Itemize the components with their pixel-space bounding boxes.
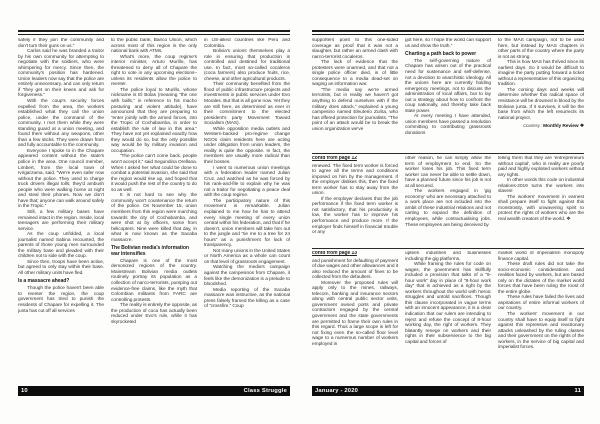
paragraph: Carlos said he was branded a traitor by his own community for attempting to negotiate with the soldiers, who were whimpering for mercy. Since then, the community's position has hardened. Union leaders now say that the police are entirely unnecessary, and can only return if “they get on their knees and ask for forgiveness.”	[18, 49, 104, 99]
paragraph: Media reporting of the Sacaba massacre was instructive, as the national press falsely framed the killing as a case of “crossfire.” Coup	[204, 287, 290, 310]
paragraph: got here, so I hope the world can support us and show the truth.”	[405, 38, 491, 49]
paragraph: in US-allied countries like Peru and Colombia.	[204, 38, 290, 49]
section-heading: contd from page 12	[312, 156, 357, 161]
page-right	[312, 30, 584, 394]
paragraph: renewed. The fixed term worker is forced to agree all the terms and conditions imposed on him by the management. If the employer dislikes this, then the fixed term worker has to stay away from the union.	[312, 163, 398, 197]
paragraph: Still, a few military bases have remained intact in the region. Inside, local teenagers are performing their military service.	[18, 209, 104, 232]
paragraph: While opposition media outlets and Western-backed pro-regime change NGOs claim residents here are acting under obligation from union leaders, the reality is quite the opposite. In fact, the members are usually more radical than their bosses.	[204, 126, 290, 166]
section-heading: The Bolivian media's information war intensifies	[111, 244, 189, 257]
paragraph: If the employer declares that the job performance if the fixed term worker is not satisfactory, that his productivity is low, the worker has to improve his performance and produce more. If the employer finds himself in financial trouble or any	[312, 196, 398, 236]
paragraph: In other words this code on industrial relations-2019 turns the workers into slaves!	[498, 178, 584, 195]
paragraph: “The media say we're armed terrorists, but in reality we haven't got anything to defend ourselves with if the military does attack,” explained a young campesino named Eleuterio Zurita, who has offered protection for journalists. “The point of an attack would be to break the union organization we've	[312, 87, 398, 132]
right-sec1-column-2	[405, 38, 491, 150]
paragraph: While framing the rules for code on wages, the government has skillfully included a provision that talks of a “9-hour work” day in place of “8-hour work day” that is achieved as a right by the workers throughout the world with heroic struggles and untold sacrifices. Though this clause incorporated in vague terms with an innocent appearance, it is a clear indication that our rulers are intending to reject and refuse the concept of 8-hour working day, the right of workers. They blatantly renege on workers and their rights in their subservience to the big capital and forces of	[405, 262, 491, 345]
paragraph: Not many unions in the United States or North America as a whole can count on that level of grassroots engagement.	[204, 248, 290, 265]
page-number: 11	[574, 387, 581, 394]
section-heading: Is a massacre ahead?	[18, 278, 70, 285]
right-sec2-column-2	[405, 156, 491, 245]
paragraph: The self-governing nature of Chapare has arisen out of the practical need for sustenance and self-defense, not a devotion to anarchistic ideology. All the unions here are currently holding emergency meetings, not to discuss the administration of local affairs, but to lay out a strategy about how to confront the coup nationally, and thereby take back state power.	[405, 58, 491, 114]
paragraph: other reason, he can simply allow the term of employment to end. So the worker loses his job. This fixed term worker can never be able to settle down, have a planned future since his job is not at all secured.	[405, 156, 491, 189]
page-top-rule	[312, 30, 584, 35]
paragraph: The workers engaged in ‘gig economy' who are necessary attached to a work place are not included into the ambit of these industrial relations and not carting to expand the definition of employees, while contractualising jobs. These employees are being deceived by	[405, 189, 491, 228]
paragraph: What's more, the coup regime's interior minister, Arturo Murillo, has threatened to deny all of Chapare the right to vote in any upcoming elections–unless its residents allow the police to reenter.	[111, 54, 197, 88]
paragraph: The workers' movement in earnest shall prepare itself to fight against this monstrosity, with unwavering spirit to protect the rights of workers who are the real wealth creators of the world. ❖	[498, 194, 584, 223]
paragraph: Moreover the proposed rules will apply only to the mines, railways, telecom, banking and insurance sectors along with central public sector units, government owned ports and private contractors engaged by the central government and the state governments are permitted to frame their own rules in this regard. Thus a large scope is left for not fixing even the so-called floor level wage to a numerous number of workers employed in	[312, 280, 398, 347]
paragraph: I went to numerous union meetings with a federation leader named Julian Cruz, and watched as he was forced by his rank-and-file to explain why he was not a traitor for negotiating a peace deal with the coup regime.	[204, 165, 290, 199]
right-sec3-column-1	[312, 251, 398, 379]
left-column-3	[204, 38, 290, 377]
paragraph: “The police can't come back, people won't accept it,” said Segundina Orellana. When I asked her what could be done to combat a potential invasion, she said that the region would rise up, and hoped that it would push the rest of the country to do so as well.	[111, 154, 197, 193]
section-heading: Charting a path back to power	[405, 50, 477, 57]
paragraph: With the coup's security forces expelled from the area, the workers established what they call the union police, under the command of the community. I met them while they were standing guard at a union meeting, and found them without any weapons, other than a few sticks. They were drawn from and fully accountable to the community.	[18, 99, 104, 149]
right-sec1-column-3	[498, 38, 584, 150]
courtesy-source: Monthly Review ❖	[543, 124, 584, 130]
right-sec2-column-3	[498, 156, 584, 245]
page-top-rule	[18, 30, 290, 35]
paragraph: upteen industries and businesses including the gig platforms.	[405, 251, 491, 262]
journal-title: Class Struggle	[243, 387, 287, 394]
courtesy-label: Courtesy :	[523, 123, 544, 129]
paragraph: These draft rules did not take the socio-economic considerations and realities faced by workers, but are based only on the dictates of the market world forces that have been ruling the roost of the entire globe.	[498, 262, 584, 295]
paragraph: Everyone I spoke to in the Chapare appeared content without the state's police in the area. One council member, Limbert, from the local town of Ivirgarzama, said, “We're even safer now without the police. They used to charge truck drivers illegal tolls; they'd ambush people who were walking home at night and steal their phones. Now we don't have that; anyone can walk around safely in the Tropic.”	[18, 148, 104, 210]
right-page-footer	[312, 386, 584, 396]
paragraph: telling them that they are ‘entrepreneurs without capital', who in reality are poorly paid and highly exploited workers without any rights.	[498, 156, 584, 178]
paragraph: Watching the media's campaign against the campesinos from Chapare, it feels like the demonization is a prelude to bloodshed.	[204, 265, 290, 288]
bolivia-article-end-columns	[312, 38, 584, 150]
paragraph: Chapare is one of the most demonized regions of the country. Mainstream Bolivian media outlets routinely portray its population as a collection of narco-terrorists, pumping out evidence-free claims, like the myth that Colombian militants from FARC are controlling protests.	[111, 258, 197, 303]
paragraph: Their community benefited from the flood of public infrastructure projects and investments in public services under Evo Morales. But that is all gone now. Yet they are still here, as determined as ever in their commitment to the elected president's party Movement Toward Socialism (MAS).	[204, 82, 290, 127]
right-sec1-column-1	[312, 38, 398, 150]
paragraph: It is not hard to see why the community won't countenance the return of the police. On November 15, union members from this region were marching towards the city of Cochabamba, and were shot at by officers, some from helicopters. Nine were killed that day, in what is now known as the Sacaba massacre.	[111, 193, 197, 243]
right-sec3-column-2	[405, 251, 491, 379]
left-page-footer	[18, 386, 290, 396]
section-divider	[312, 153, 584, 154]
paragraph: The participatory nature of this movement is remarkable. Julian explained to me how he has to attend every single meeting of every union central within his federation, and that if he doesn't, union members will take him out to the jungle and “tie me to a tree for 24 hours” as a punishment for lack of transparency.	[204, 198, 290, 249]
contd-page-12-columns	[312, 156, 584, 245]
paragraph: to the MAS campaign, not to be used here, but instead by MAS chapters in other parts of the country where the party is not as strong.	[498, 38, 584, 60]
contd-page-13-columns	[312, 251, 584, 379]
paragraph: These rules have failed the lives and aspirations of entire informal workers of our country.	[498, 295, 584, 312]
left-column-1	[18, 38, 104, 377]
paragraph: and punishment for defaulting of payment of due wages and other allowances and it also reduced the amount of fines to be collected from the defaulters.	[312, 258, 398, 281]
paragraph: The lack of evidence that the protesters were unarmed, and that not a single police officer died, is of little consequence to a media dead-set on waging an information war.	[312, 60, 398, 88]
paragraph: The reality is entirely the opposite, as the production of coca has actually been reduced under Evo's rule, while it has skyrocketed	[111, 303, 197, 325]
paragraph: As the coup unfolded, a local journalist named Sabina recounted, the parents of those young men surrounded the military base and pleaded with their children not to side with the coup.	[18, 232, 104, 260]
paragraph: market world of imperialism monopoly finance capital.	[498, 251, 584, 262]
paragraph: The workers' movement in our country shall have to equip itself to fight against this repressive and reactionary attacks unleashed by the ruling classes and their government on the rights of the workers, in the service of big capital and imperialist forces.	[498, 312, 584, 351]
section-heading: contd from page 13	[312, 251, 357, 256]
paragraph: The police loyal to Murillo, whose nickname is El Bolas (meaning “the one with balls,” in reference to his macho posturing and violent attitude), have announced that they are preparing to “enter jointly with the armed forces, into the Tropic of Cochabamba, in order to establish the rule of law in this area.” They have not yet explained exactly how they would do so, but the only possible way would be by military invasion and occupation.	[111, 87, 197, 154]
paragraph: Though the police haven't been able to reenter the region, the coup government has tried to punish the residents of Chapare for expelling it. The junta has cut off all services	[18, 286, 104, 314]
issue-date: January - 2020	[315, 387, 359, 394]
paragraph: supporters point to this one-sided coverage as proof that it was not a slaughter, but rather an armed clash with narco-terrorist cocaleros.	[312, 38, 398, 60]
courtesy-credit	[498, 123, 584, 130]
paragraph: This is how MAS has thrived since its earliest days. So it would be difficult to imagine the party putting forward a ticket without a representative of this organizing tradition.	[498, 60, 584, 88]
paragraph: At every meeting I have attended, union members have passed a resolution committing to contributing grassroots donations	[405, 114, 491, 136]
right-sec2-column-1	[312, 156, 398, 245]
paragraph: safely if they join the community and don't turn their guns on us.”	[18, 38, 104, 49]
page-number: 10	[21, 387, 28, 394]
page-left	[18, 30, 290, 394]
section-divider	[312, 248, 584, 249]
paragraph: to the public bank, Banco Union, which across most of this region is the only national bank with ATMs.	[111, 38, 197, 55]
paragraph: Since then, troops have been active, but agreed to only stay within their base. All other military units have fled.	[18, 259, 104, 276]
bolivia-article-columns	[18, 38, 290, 377]
left-column-2	[111, 38, 197, 377]
paragraph: Bolivia's unions themselves play a role in ensuring that production is controlled and destined for traditional use. In fact, most so-called cocaleros (coca farmers) also produce fruits, rice, cheese, and other agricultural products.	[204, 49, 290, 82]
right-sec3-column-3	[498, 251, 584, 379]
paragraph: The coming days and weeks will determine whether this radical space of resistance will be drowned in blood by the Bolivian junta. If it survives, it will be the base from which the left resurrects its national project.	[498, 87, 584, 121]
